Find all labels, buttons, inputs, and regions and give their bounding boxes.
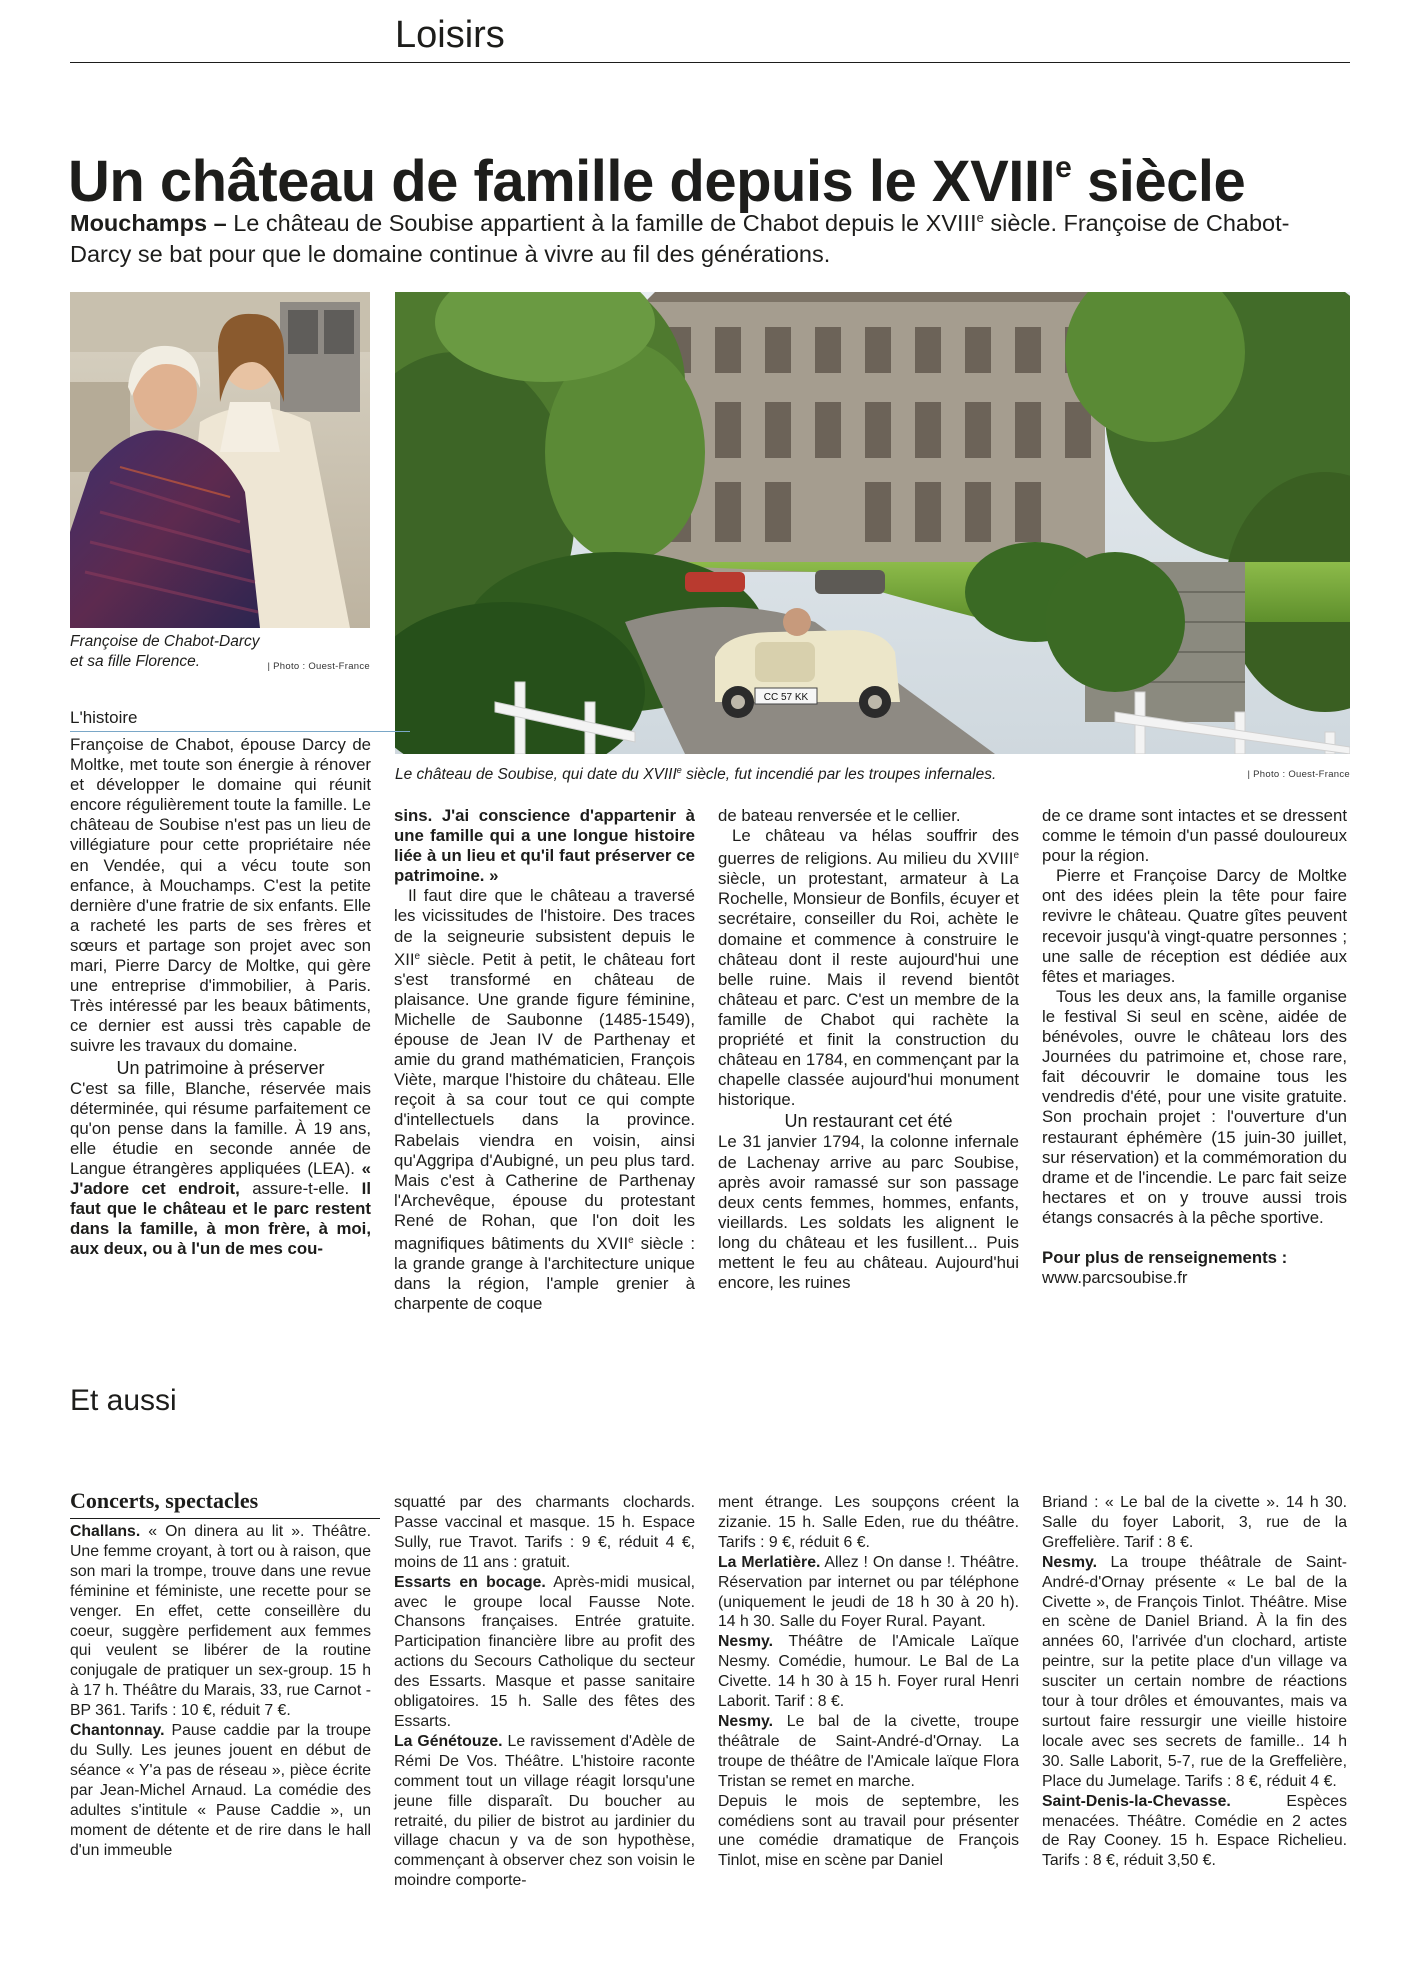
paragraph <box>718 826 1019 1110</box>
headline-sup: e <box>1055 151 1072 184</box>
standfirst-text-2: siècle. Françoise de Chabot-Darcy se bat pour que le domaine continue à vivre au fil des générations. <box>70 210 1290 267</box>
header-rule <box>70 62 1350 63</box>
agenda-place: Challans. <box>70 1523 141 1540</box>
standfirst-sup: e <box>976 210 984 225</box>
agenda-text: Après-midi musical, avec le groupe local Fausse Note. Chansons françaises. Entrée gratuite. Participation financière libre au profit des actions du Secours Catholique du secteur des Essarts. Masque et passe sanitaire obligatoires. 15 h. Salle des fêtes des Essarts. <box>394 1573 695 1730</box>
agenda-column-4 <box>1042 1493 1347 1871</box>
quote-run: Il faut que le château et le parc restent dans la famille, à mon frère, à moi, aux deux, ou à l'un de mes cou- <box>70 1178 371 1259</box>
standfirst-text-1: Le château de Soubise appartient à la famille de Chabot depuis le XVIII <box>226 210 977 236</box>
agenda-item: ment étrange. Les soupçons créent la zizanie. 15 h. Salle Eden, rue du théâtre. Tarifs : 9 €, réduit 6 €. <box>718 1494 1019 1551</box>
portrait-caption <box>70 632 370 672</box>
portrait-caption-line-2: et sa fille Florence. <box>70 653 201 670</box>
paragraph: Françoise de Chabot, épouse Darcy de Moltke, met toute son énergie à rénover et développer le domaine qui réunit encore régulièrement toute la famille. Le château de Soubise n'est pas un lieu de villégiature pour cette propriétaire née en Vendée, qui a vécu toute son enfance, à Mouchamps. C'est la petite dernière d'une fratrie de six enfants. Elle a racheté les parts de ses frères et sœurs et partage son projet avec son mari, Pierre Darcy de Moltke, qui gère une entreprise d'immobilier, à Paris. Très intéressé par les beaux bâtiments, ce dernier est aussi très capable de suivre les travaux du domaine. <box>70 735 371 1056</box>
agenda-place: Nesmy. <box>718 1712 774 1730</box>
agenda-place: Saint-Denis-la-Chevasse. <box>1042 1792 1231 1810</box>
portrait-caption-line-1: Françoise de Chabot-Darcy <box>70 633 260 650</box>
chateau-caption-b: siècle, fut incendié par les troupes infernales. <box>681 766 997 784</box>
chateau-photo-credit: | Photo : Ouest-France <box>1247 769 1350 780</box>
portrait-photo-credit: | Photo : Ouest-France <box>267 661 370 672</box>
agenda-place: Chantonnay. <box>70 1722 165 1740</box>
agenda-place: Nesmy. <box>718 1633 774 1651</box>
agenda-item: Briand : « Le bal de la civette ». 14 h 30. Salle du foyer Laborit, 3, rue de la Greffelière. Tarif : 8 €. <box>1042 1494 1347 1551</box>
agenda-column-2 <box>394 1493 695 1891</box>
agenda-place: La Génétouze. <box>394 1732 503 1750</box>
chateau-photo <box>395 292 1350 754</box>
agenda-column-3 <box>718 1493 1019 1871</box>
agenda-item <box>718 1712 1019 1792</box>
car-plate: CC 57 KK <box>763 692 809 703</box>
article-standfirst <box>70 202 1350 270</box>
agenda-text: Théâtre de l'Amicale Laïque Nesmy. Comédie, humour. Le Bal de La Civette. 14 h 30 à 15 h. Foyer rural Henri Laborit. Tarif : 8 €. <box>718 1633 1019 1711</box>
agenda-text: Le ravissement d'Adèle de Rémi De Vos. Théâtre. L'histoire raconte comment tout un village réagit lorsqu'une jeune fille disparaît. Du boucher au retraité, du pilier de bistrot au jardinier du village chacun y va de son hypothèse, commençant à observer chez son voisin le moindre comporte- <box>394 1732 695 1890</box>
paragraph <box>394 886 695 1314</box>
headline-end: siècle <box>1071 149 1246 214</box>
agenda-place: Essarts en bocage. <box>394 1573 546 1591</box>
portrait-photo <box>70 292 370 628</box>
agenda-place: La Merlatière. <box>718 1553 821 1571</box>
sup-run: e <box>1013 850 1019 862</box>
text-run: assure-t-elle. <box>239 1178 362 1198</box>
agenda-item <box>394 1573 695 1732</box>
paragraph: Le 31 janvier 1794, la colonne infernale de Lachenay arrive au parc Soubise, après avoir ramassé sur son passage deux cents femmes, hommes, enfants, vieillards. Les soldats les alignent le long du château et les fusillent... Puis mettent le feu au château. Aujourd'hui encore, les ruines <box>718 1132 1019 1293</box>
agenda-item: squatté par des charmants clochards. Passe vaccinal et masque. 15 h. Espace Sully, rue Travot. Tarifs : 9 €, réduit 4 €, moins de 11 ans : gratuit. <box>394 1494 695 1571</box>
quote-run: « J'adore cet endroit, <box>70 1158 371 1198</box>
article-column-2 <box>394 806 695 1314</box>
agenda-item <box>70 1721 371 1860</box>
sup-run: e <box>414 950 421 962</box>
headline-main: Un château de famille depuis le XVIII <box>68 149 1056 214</box>
paragraph: de ce drame sont intactes et se dressent comme le témoin d'un passé douloureux pour la région. <box>1042 806 1347 866</box>
portrait-image <box>70 292 370 628</box>
paragraph: Tous les deux ans, la famille organise le festival Si seul en scène, aidée de bénévoles, ouvre le château lors des Journées du patrimoine et, chose rare, fait découvrir le domaine tous les vendredis d'été, pour une visite gratuite. Son prochain projet : l'ouverture d'un restaurant éphémère (15 juin-30 juillet, sur réservation) et la commémoration du drame et de l'incendie. Le parc fait seize hectares et on y trouve aussi trois étangs consacrés à la pêche sportive. <box>1042 986 1347 1227</box>
agenda-item <box>1042 1553 1347 1792</box>
text-run: siècle, un protestant, armateur à La Rochelle, Monsieur de Bonfils, écuyer et secrétaire, conseiller du Roi, achète le domaine et commence à construire le château dont il reste aujourd'hui une belle ruine. Mais il revend bientôt château et parc. C'est un membre de la famille de Chabot qui rachète la propriété et finit la construction du château en 1784, en commençant par la chapelle classée aujourd'hui monument historique. <box>718 869 1019 1110</box>
agenda-item <box>718 1632 1019 1712</box>
agenda-heading: Concerts, spectacles <box>70 1488 380 1519</box>
info-url[interactable]: www.parcsoubise.fr <box>1042 1268 1188 1288</box>
box-title: L'histoire <box>70 707 410 732</box>
agenda-text: Le bal de la civette, troupe théâtrale de Saint-André-d'Ornay. La troupe de théâtre de l'Amicale laïque Flora Tristan se remet en marche. <box>718 1712 1019 1790</box>
paragraph: de bateau renversée et le cellier. <box>718 806 961 825</box>
text-run: Il faut dire que le château a traversé les vicissitudes de l'histoire. Des traces de la seigneurie subsistent depuis le XII <box>394 886 695 969</box>
agenda-text: Pause caddie par la troupe du Sully. Les jeunes jouent en début de séance « Y'a pas de réseau », pièce écrite par Jean-Michel Arnaud. La comédie des adultes s'intitule « Pause Caddie », un moment de détente et de rire dans le hall d'un immeuble <box>70 1722 371 1859</box>
agenda-column-1 <box>70 1522 371 1860</box>
text-run: siècle : la grande grange à l'architecture unique dans la région, l'ample grenier à charpente de coque <box>394 1233 695 1314</box>
standfirst-lead: Mouchamps – <box>70 210 227 236</box>
agenda-item: Depuis le mois de septembre, les comédiens sont au travail pour présenter une comédie dramatique de François Tinlot, mise en scène par Daniel <box>718 1792 1019 1870</box>
agenda-item <box>718 1553 1019 1633</box>
chateau-caption <box>395 760 1350 785</box>
text-run: siècle. Petit à petit, le château fort s'est transformé en château de plaisance. Une grande figure féminine, Michelle de Saubonne (1485-1549), épouse de Jean IV de Parthenay et amie du grand mathématicien, François Viète, marque l'histoire du château. Elle reçoit à sa cour tout ce qui compte d'intellectuels dans la province. Rabelais viendra en voisin, ainsi qu'Aggripa d'Aubigné, un peu plus tard. Mais c'est à Catherine de Parthenay l'Archevêque, épouse du protestant René de Rohan, que l'on doit les magnifiques bâtiments du XVII <box>394 949 695 1253</box>
info-label: Pour plus de renseignements : <box>1042 1247 1288 1267</box>
agenda-text: Espèces menacées. Théâtre. Comédie en 2 actes de Ray Cooney. 15 h. Espace Richelieu. Tarifs : 8 €, réduit 3,50 €. <box>1042 1792 1347 1870</box>
paragraph: Pierre et Françoise Darcy de Moltke ont des idées plein la tête pour faire revivre le château. Quatre gîtes peuvent recevoir jusqu'à vingt-quatre personnes ; une salle de réception est dédiée aux fêtes et mariages. <box>1042 866 1347 986</box>
agenda-item <box>1042 1792 1347 1872</box>
chateau-caption-sup: e <box>676 765 682 775</box>
section-et-aussi: Et aussi <box>70 1384 177 1417</box>
text-run: Le château va hélas souffrir des guerres de religions. Au milieu du XVIII <box>718 826 1019 869</box>
text-run: C'est sa fille, Blanche, réservée mais déterminée, qui résume parfaitement ce qu'on pense dans la famille. À 19 ans, elle étudie en seconde année de Langue étrangères appliquées (LEA). <box>70 1078 371 1178</box>
paragraph <box>70 1079 371 1260</box>
agenda-place: Nesmy. <box>1042 1553 1098 1571</box>
subheading-restaurant: Un restaurant cet été <box>784 1111 953 1132</box>
chateau-image <box>395 292 1350 754</box>
article-column-3 <box>718 806 1019 1293</box>
agenda-text: La troupe théâtrale de Saint-André-d'Ornay présente « Le bal de la Civette », de François Tinlot. Théâtre. Mise en scène de Daniel Briand. À la fin des années 60, l'arrivée d'un clochard, artiste peintre, sur la petite place d'un village va susciter un certain nombre de réactions tour à tour drôles et émouvantes, mais va surtout faire ressurgir une vieille histoire locale avec ses secrets de famille.. 14 h 30. Salle Laborit, 5-7, rue de la Greffelière, Place du Jumelage. Tarifs : 8 €, réduit 4 €. <box>1042 1553 1347 1790</box>
agenda-text: « On dinera au lit ». Théâtre. Une femme croyant, à tort ou à raison, que son mari la trompe, trouve dans une revue féminine et féministe, une recette pour se venger. En effet, cette conseillère du coeur, suggère perfidement aux femmes qui veulent se libérer de la routine conjugale de pratiquer un sex-group. 15 h à 17 h. Théâtre du Marais, 33, rue Carnot - BP 361. Tarifs : 10 €, réduit 7 €. <box>70 1523 371 1720</box>
subheading-patrimoine: Un patrimoine à préserver <box>116 1057 325 1078</box>
agenda-text: Allez ! On danse !. Théâtre. Réservation par internet ou par téléphone (uniquement le jeudi de 18 h 30 à 20 h). 14 h 30. Salle du Foyer Rural. Payant. <box>718 1553 1019 1631</box>
chateau-caption-a: Le château de Soubise, qui date du XVIII <box>395 766 677 784</box>
quote-run: sins. J'ai conscience d'appartenir à une famille qui a une longue histoire liée à un lieu et qu'il faut préserver ce patrimoine. » <box>394 806 695 886</box>
article-column-1 <box>70 735 371 1259</box>
agenda-item <box>70 1522 371 1721</box>
paragraph <box>394 806 695 886</box>
info-block <box>1042 1248 1347 1268</box>
article-column-4 <box>1042 806 1347 1288</box>
section-rubric: Loisirs <box>395 14 505 56</box>
sup-run: e <box>628 1234 634 1246</box>
agenda-item <box>394 1732 695 1891</box>
